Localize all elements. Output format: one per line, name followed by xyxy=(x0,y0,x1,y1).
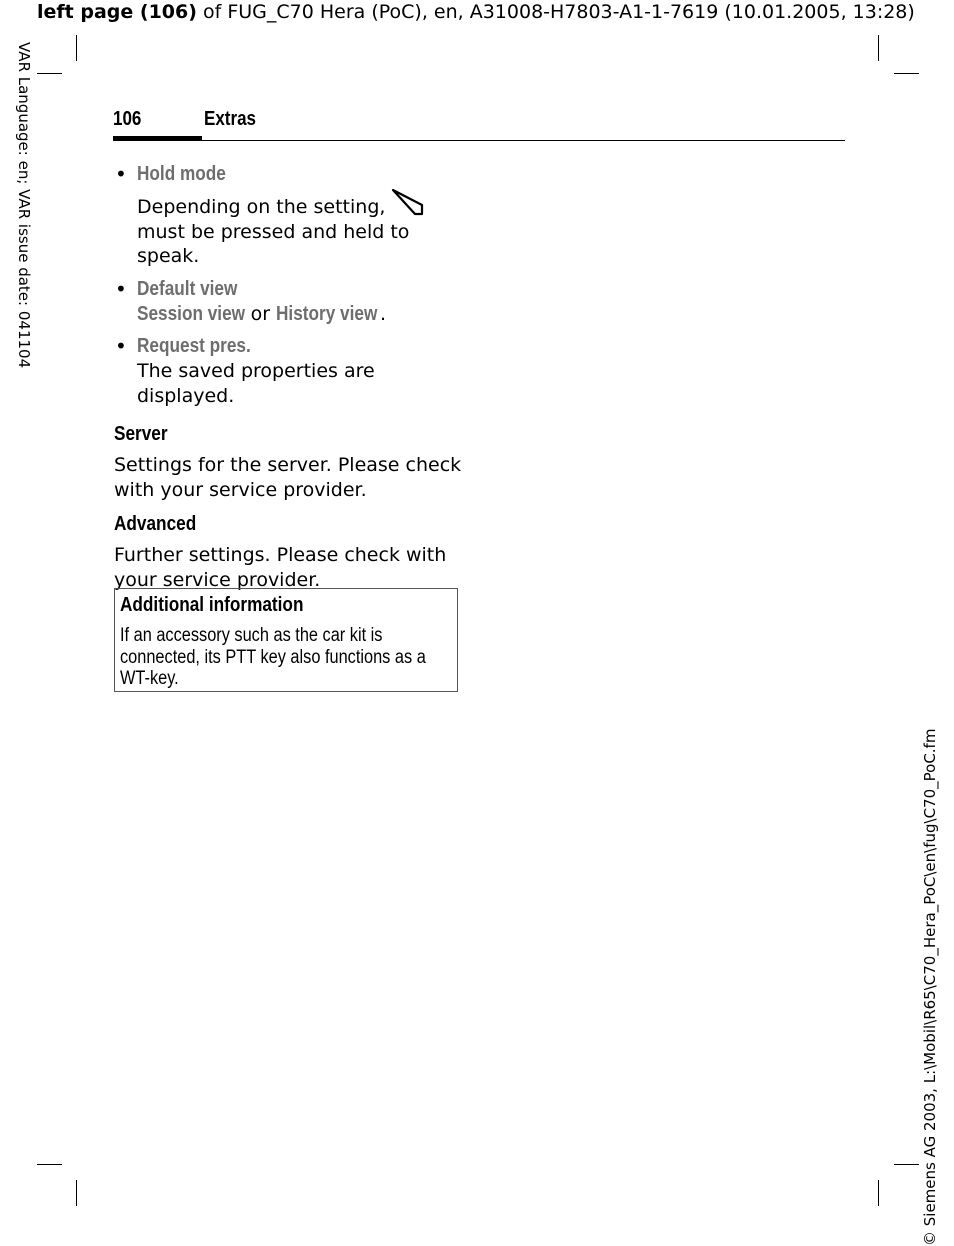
option-title: Request pres. xyxy=(137,335,251,357)
option-description xyxy=(137,302,464,327)
crop-mark xyxy=(37,1164,62,1165)
page-title: Extras xyxy=(204,108,256,130)
list-item xyxy=(114,162,464,269)
ptt-key-icon xyxy=(389,187,425,219)
crop-mark xyxy=(894,1164,919,1165)
info-box-text: If an accessory such as the car kit is connected, its PTT key also functions as a WT-key. xyxy=(120,625,426,689)
section-heading-server: Server xyxy=(114,423,168,445)
info-box xyxy=(114,588,458,692)
crop-mark xyxy=(878,35,879,61)
header-rule xyxy=(113,140,845,141)
list-item xyxy=(114,334,464,408)
page-number: 106 xyxy=(113,108,142,130)
main-content xyxy=(114,162,464,592)
option-title: Default view xyxy=(137,277,238,300)
print-header xyxy=(37,0,915,24)
list-item xyxy=(114,277,464,327)
crop-mark xyxy=(894,73,919,74)
bullet: • xyxy=(115,276,127,301)
option-text: . xyxy=(379,302,387,325)
bullet: • xyxy=(115,162,127,186)
option-list xyxy=(114,162,464,408)
option-text: or xyxy=(244,302,277,325)
option-text: must be pressed and held to speak. xyxy=(137,220,410,267)
crop-mark xyxy=(76,35,77,61)
menu-term: Session view xyxy=(137,302,246,325)
section-text-advanced: Further settings. Please check with your service provider. xyxy=(114,544,447,591)
side-note-copyright: © Siemens AG 2003, L:\Mobil\R65\C70_Hera_PoC\en\fug\C70_PoC.fm xyxy=(921,728,939,1246)
menu-term: History view xyxy=(276,302,378,325)
print-header-page: left page (106) xyxy=(37,1,197,23)
info-box-title: Additional information xyxy=(120,594,304,616)
option-text: Depending on the setting, xyxy=(137,196,386,218)
option-description xyxy=(137,187,464,269)
bullet: • xyxy=(115,334,127,358)
crop-mark xyxy=(37,73,62,74)
crop-mark xyxy=(878,1180,879,1206)
side-note-language: VAR Language: en; VAR issue date: 041104 xyxy=(15,42,33,369)
crop-mark xyxy=(76,1180,77,1206)
print-header-details: of FUG_C70 Hera (PoC), en, A31008-H7803-A1-1-7619 (10.01.2005, 13:28) xyxy=(196,1,915,23)
section-text-server: Settings for the server. Please check with your service provider. xyxy=(114,454,462,501)
option-title: Hold mode xyxy=(137,163,226,185)
section-heading-advanced: Advanced xyxy=(114,513,197,535)
option-description: The saved properties are displayed. xyxy=(137,360,375,407)
